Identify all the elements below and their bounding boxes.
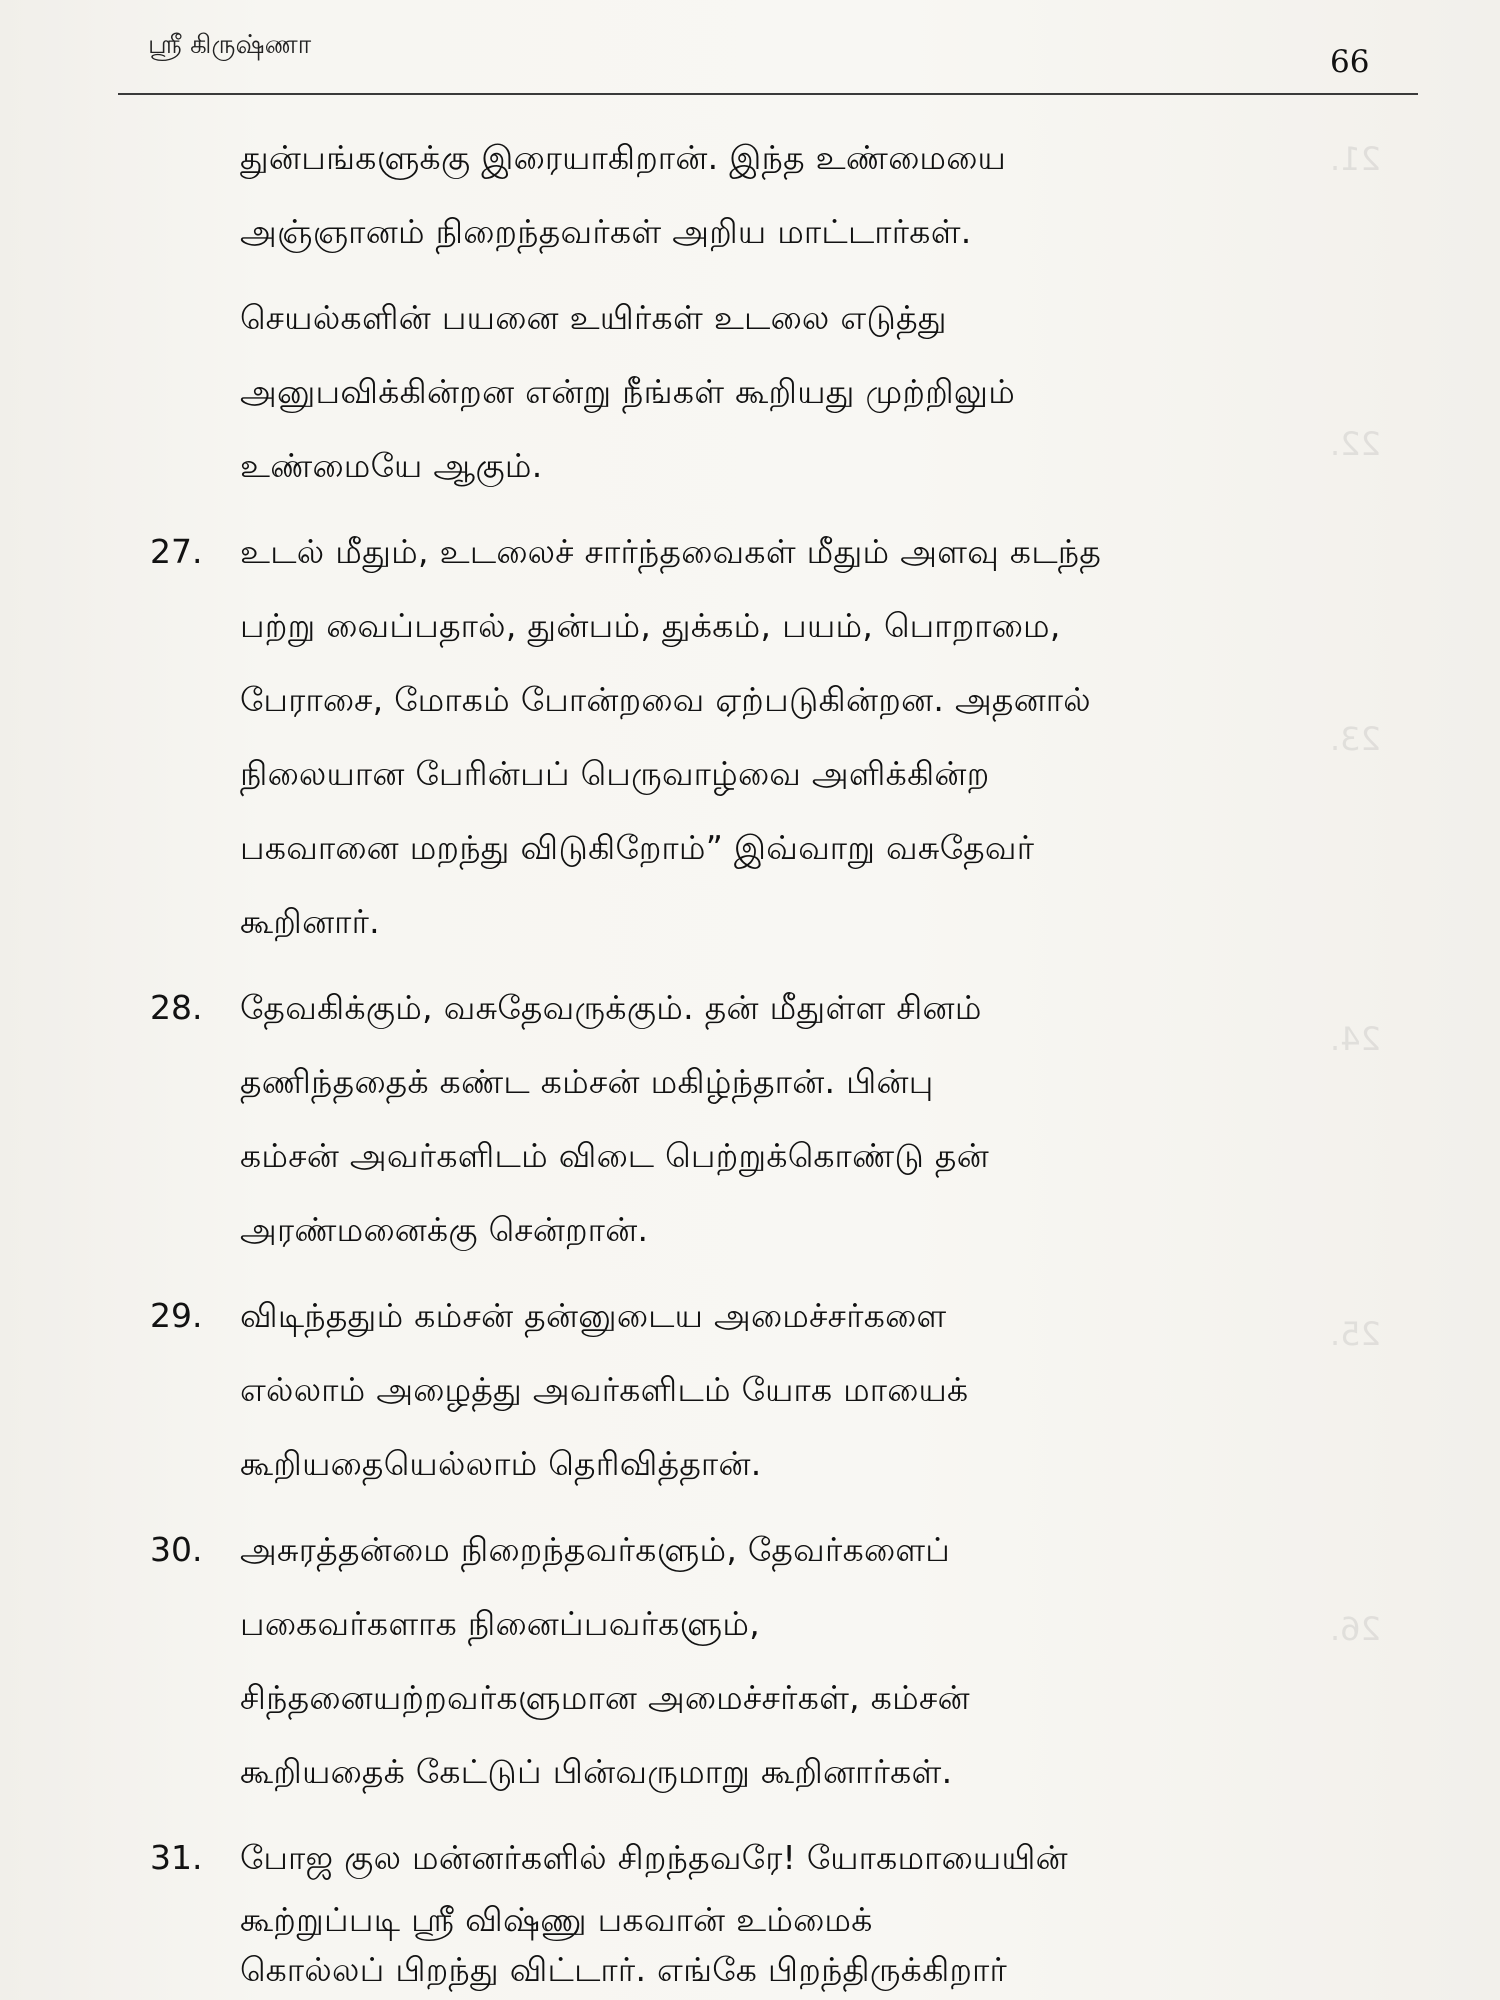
verse-line: சிந்தனையற்றவர்களுமான அமைச்சர்கள், கம்சன் (240, 1678, 970, 1717)
verse-number: 28. (150, 988, 203, 1027)
intro-line: செயல்களின் பயனை உயிர்கள் உடலை எடுத்து (240, 298, 947, 337)
verse-line: பகவானை மறந்து விடுகிறோம்” இவ்வாறு வசுதேவர் (240, 828, 1035, 867)
show-through-numeral-21: 21. (1330, 140, 1381, 178)
verse-line: தணிந்ததைக் கண்ட கம்சன் மகிழ்ந்தான். பின்பு (240, 1062, 934, 1101)
verse-line: போஜ குல மன்னர்களில் சிறந்தவரே! யோகமாயையின் (240, 1838, 1068, 1877)
verse-line: தேவகிக்கும், வசுதேவருக்கும். தன் மீதுள்ள சினம் (240, 988, 982, 1027)
verse-line: அரண்மனைக்கு சென்றான். (240, 1210, 649, 1249)
verse-line: கூறினார். (240, 902, 380, 941)
verse-line: பேராசை, மோகம் போன்றவை ஏற்படுகின்றன. அதனால் (240, 680, 1091, 719)
verse-line: உடல் மீதும், உடலைச் சார்ந்தவைகள் மீதும் அளவு கடந்த (240, 532, 1102, 571)
page-number: 66 (1330, 44, 1370, 80)
verse-line: அசுரத்தன்மை நிறைந்தவர்களும், தேவர்களைப் (240, 1530, 951, 1569)
verse-line: நிலையான பேரின்பப் பெருவாழ்வை அளிக்கின்ற (240, 754, 990, 793)
verse-line: கூறியதைக் கேட்டுப் பின்வருமாறு கூறினார்கள். (240, 1752, 953, 1791)
show-through-numeral-22: 22. (1330, 425, 1381, 463)
verse-number: 27. (150, 532, 203, 571)
verse-number: 29. (150, 1296, 203, 1335)
verse-number: 31. (150, 1838, 203, 1877)
verse-line: கொல்லப் பிறந்து விட்டார். எங்கே பிறந்திருக்கிறார் (240, 1950, 1008, 1989)
running-head-title: ஸ்ரீ கிருஷ்ணா (148, 30, 312, 60)
intro-line: அனுபவிக்கின்றன என்று நீங்கள் கூறியது முற்றிலும் (240, 372, 1016, 411)
verse-line: பகைவர்களாக நினைப்பவர்களும், (240, 1604, 761, 1643)
verse-number: 30. (150, 1530, 203, 1569)
header-rule (118, 93, 1418, 95)
show-through-numeral-26: 26. (1330, 1610, 1381, 1648)
verse-line: கம்சன் அவர்களிடம் விடை பெற்றுக்கொண்டு தன் (240, 1136, 990, 1175)
intro-line: அஞ்ஞானம் நிறைந்தவர்கள் அறிய மாட்டார்கள். (240, 212, 972, 251)
verse-line: எல்லாம் அழைத்து அவர்களிடம் யோக மாயைக் (240, 1370, 969, 1409)
verse-line: பற்று வைப்பதால், துன்பம், துக்கம், பயம், பொறாமை, (240, 606, 1061, 645)
verse-line: விடிந்ததும் கம்சன் தன்னுடைய அமைச்சர்களை (240, 1296, 947, 1335)
verse-line: கூறியதையெல்லாம் தெரிவித்தான். (240, 1444, 762, 1483)
show-through-numeral-24: 24. (1330, 1020, 1381, 1058)
verse-line: கூற்றுப்படி ஸ்ரீ விஷ்ணு பகவான் உம்மைக் (240, 1900, 873, 1939)
show-through-numeral-23: 23. (1330, 720, 1381, 758)
intro-line: துன்பங்களுக்கு இரையாகிறான். இந்த உண்மையை (240, 138, 1007, 177)
show-through-numeral-25: 25. (1330, 1315, 1381, 1353)
intro-line: உண்மையே ஆகும். (240, 446, 543, 485)
